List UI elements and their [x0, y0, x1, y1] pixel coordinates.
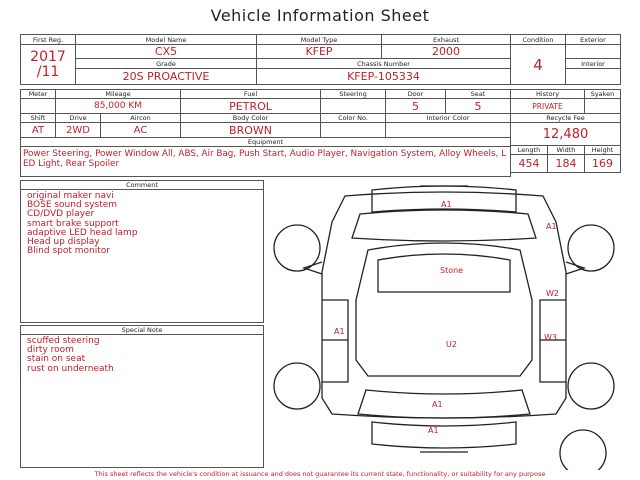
aircon-value: AC [101, 123, 181, 138]
label-exhaust: Exhaust [382, 35, 511, 45]
list-item: rust on underneath [27, 363, 114, 374]
grade-value: 20S PROACTIVE [76, 69, 257, 85]
label-shift: Shift [21, 114, 56, 123]
mark-hood: A1 [441, 200, 452, 209]
fuel-value: PETROL [181, 99, 321, 114]
model-type-value: KFEP [257, 45, 382, 59]
disclaimer-footer: This sheet reflects the vehicle's condition at issuance and does not guarantee its current state, functionality, or suitability for any purpose [94, 470, 546, 478]
front-right-wheel [568, 225, 614, 271]
label-history: History [511, 90, 585, 99]
label-color-no: Color No. [321, 114, 386, 123]
label-condition: Condition [511, 35, 566, 45]
special-note-box [20, 325, 264, 468]
label-chassis-number: Chassis Number [257, 59, 511, 69]
header-grid [20, 34, 511, 85]
spare-wheel [560, 430, 606, 470]
tailgate [358, 390, 530, 418]
label-drive: Drive [56, 114, 101, 123]
left-doors [322, 300, 348, 382]
equipment-cell [21, 147, 511, 177]
special-note-list [21, 335, 263, 374]
list-item: original maker navi [27, 191, 114, 201]
label-seat: Seat [446, 90, 511, 99]
list-item: scuffed steering [27, 336, 100, 346]
list-item: CD/DVD player [27, 209, 95, 220]
label-body-color: Body Color [181, 114, 321, 123]
mileage-value: 85,000 KM [56, 99, 181, 114]
body-outline [322, 192, 566, 418]
label-interior: Interior [566, 59, 621, 69]
list-item: dirty room [27, 345, 74, 356]
mark-left-side: A1 [334, 327, 345, 336]
list-item: smart brake support [27, 218, 119, 229]
label-model-type: Model Type [257, 35, 382, 45]
shift-value: AT [21, 123, 56, 138]
meter-value [21, 99, 56, 114]
history-grid [510, 89, 621, 173]
label-recycle-fee: Recycle Fee [511, 114, 621, 123]
mark-right-rear-door: W3 [544, 333, 557, 342]
rear-left-wheel [274, 363, 320, 409]
seat-value: 5 [446, 99, 511, 114]
mark-center: U2 [446, 340, 457, 349]
mark-front-right: A1 [546, 222, 557, 231]
comment-heading: Comment [21, 181, 263, 190]
door-value: 5 [386, 99, 446, 114]
length-value: 454 [511, 155, 548, 173]
list-item: BOSE sound system [27, 200, 118, 211]
steering-value [321, 99, 386, 114]
mark-rear-bumper: A1 [428, 426, 439, 435]
label-length: Length [511, 146, 548, 155]
details-grid [20, 89, 511, 177]
mark-rear: A1 [432, 400, 443, 409]
height-value: 169 [585, 155, 621, 173]
condition-grid [510, 34, 621, 85]
exhaust-value: 2000 [382, 45, 511, 59]
label-width: Width [548, 146, 585, 155]
list-item: adaptive LED head lamp [27, 227, 138, 238]
label-door: Door [386, 90, 446, 99]
mark-right-front-door: W2 [546, 289, 559, 298]
car-condition-diagram [262, 176, 640, 470]
label-mileage: Mileage [56, 90, 181, 99]
first-reg-year: 2017 [30, 48, 66, 65]
first-reg-month: /11 [36, 63, 60, 80]
interior-value [566, 69, 621, 85]
rear-right-wheel [568, 363, 614, 409]
hood-panel [352, 210, 536, 241]
color-no-value [321, 123, 386, 138]
label-height: Height [585, 146, 621, 155]
label-fuel: Fuel [181, 90, 321, 99]
cabin-outline [356, 243, 532, 376]
list-item: Head up display [27, 237, 100, 248]
first-reg-cell [21, 45, 76, 85]
condition-value: 4 [511, 45, 566, 85]
chassis-number-value: KFEP-105334 [257, 69, 511, 85]
list-item: Blind spot monitor [27, 246, 110, 257]
model-name-value: CX5 [76, 45, 257, 59]
label-meter: Meter [21, 90, 56, 99]
history-value: PRIVATE [511, 99, 585, 114]
label-aircon: Aircon [101, 114, 181, 123]
recycle-fee-value: 12,480 [511, 123, 621, 146]
front-left-wheel [274, 225, 320, 271]
equipment-text: Power Steering, Power Window All, ABS, Air Bag, Push Start, Audio Player, Navigation System, Alloy Wheels, LED Light, Rear Spoiler [23, 149, 507, 169]
comment-list [21, 190, 263, 256]
label-interior-color: Interior Color [386, 114, 511, 123]
drive-value: 2WD [56, 123, 101, 138]
label-steering: Steering [321, 90, 386, 99]
label-syaken: Syaken [585, 90, 621, 99]
label-grade: Grade [76, 59, 257, 69]
mark-roof: Stone [440, 266, 464, 275]
list-item: stain on seat [27, 354, 86, 365]
body-color-value: BROWN [181, 123, 321, 138]
label-first-reg: First Reg. [21, 35, 76, 45]
label-equipment: Equipment [21, 138, 511, 147]
width-value: 184 [548, 155, 585, 173]
label-model-name: Model Name [76, 35, 257, 45]
comment-box [20, 180, 264, 323]
rear-bumper [372, 422, 516, 448]
special-note-heading: Special Note [21, 326, 263, 335]
syaken-value [585, 99, 621, 114]
label-exterior: Exterior [566, 35, 621, 45]
interior-color-value [386, 123, 511, 138]
page-title: Vehicle Information Sheet [210, 6, 430, 25]
exterior-value [566, 45, 621, 59]
